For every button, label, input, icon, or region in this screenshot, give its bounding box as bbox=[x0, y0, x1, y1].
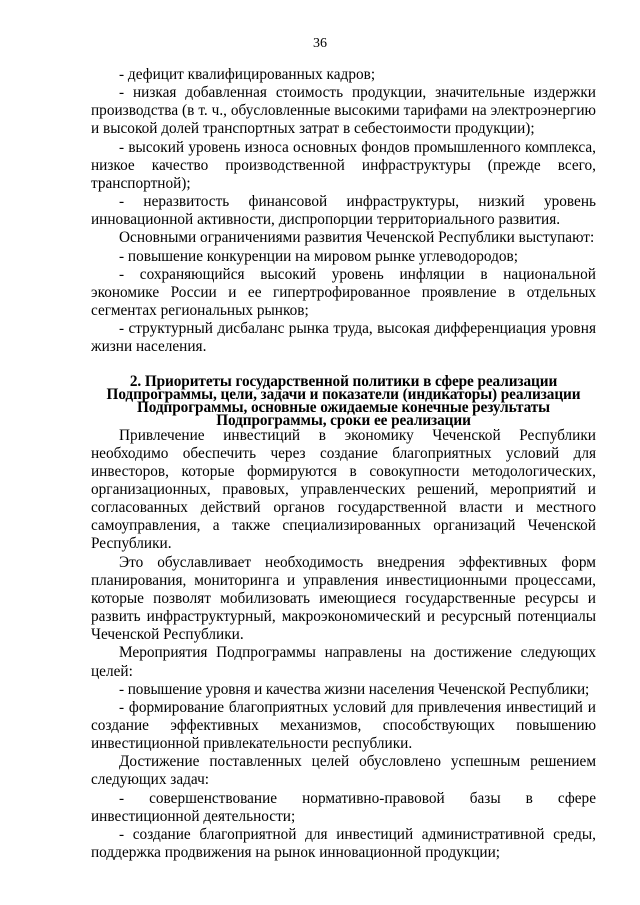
paragraph: - повышение конкуренции на мировом рынке углеводородов; bbox=[119, 247, 518, 265]
paragraph: - структурный дисбаланс рынка труда, высокая дифференциация уровня жизни населения. bbox=[91, 320, 596, 356]
heading-line: 2. Приоритеты государственной политики в сфере реализации bbox=[129, 372, 558, 390]
paragraph: - совершенствование нормативно-правовой базы в сфере инвестиционной деятельности; bbox=[91, 789, 596, 825]
heading-line: Подпрограммы, сроки ее реализации bbox=[216, 411, 471, 429]
paragraph: Мероприятия Подпрограммы направлены на достижение следующих целей: bbox=[91, 644, 596, 680]
paragraph: - сохраняющийся высокий уровень инфляции в национальной экономике России и ее гипертрофированное проявление в отдельных сегментах региональных рынков; bbox=[91, 265, 596, 320]
paragraph: - повышение уровня и качества жизни населения Чеченской Республики; bbox=[119, 680, 590, 698]
page-body bbox=[91, 66, 596, 862]
paragraph: - неразвитость финансовой инфраструктуры, низкий уровень инновационной активности, диспропорции территориального развития. bbox=[91, 193, 596, 229]
paragraph: - создание благоприятной для инвестиций административной среды, поддержка продвижения на рынок инновационной продукции; bbox=[91, 825, 596, 862]
section-heading bbox=[91, 372, 596, 429]
paragraph: - формирование благоприятных условий для привлечения инвестиций и создание эффективных механизмов, способствующих повышению инвестиционной привлекательности республики. bbox=[91, 698, 596, 753]
paragraph: Привлечение инвестиций в экономику Чеченской Республики необходимо обеспечить через создание благоприятных условий для инвесторов, которые формируются в совокупности методологических, организационных, правовых, управленческих решений, мероприятий и согласованных действий органов государственной власти и местного самоуправления, а также специализированных организаций Чеченской Республики. bbox=[91, 426, 596, 553]
paragraph: Основными ограничениями развития Чеченской Республики выступают: bbox=[119, 229, 595, 247]
paragraph: Достижение поставленных целей обусловлено успешным решением следующих задач: bbox=[91, 753, 596, 789]
paragraph: Это обуславливает необходимость внедрения эффективных форм планирования, мониторинга и управления инвестиционными процессами, которые позволят мобилизовать имеющиеся государственные ресурсы и развить инфраструктурный, макроэкономический и ресурсный потенциалы Чеченской Республики. bbox=[91, 553, 596, 644]
heading-line: Подпрограммы, цели, задачи и показатели (индикаторы) реализации bbox=[106, 385, 581, 403]
page-number: 36 bbox=[313, 36, 327, 51]
paragraph: - низкая добавленная стоимость продукции, значительные издержки производства (в т. ч., обусловленные высокими тарифами на электроэнергию и высокой долей транспортных затрат в себестоимости продукции); bbox=[91, 84, 596, 138]
paragraph: - высокий уровень износа основных фондов промышленного комплекса, низкое качество производственной инфраструктуры (прежде всего, транспортной); bbox=[91, 138, 596, 192]
paragraph: - дефицит квалифицированных кадров; bbox=[119, 66, 376, 83]
heading-line: Подпрограммы, основные ожидаемые конечные результаты bbox=[137, 398, 550, 416]
